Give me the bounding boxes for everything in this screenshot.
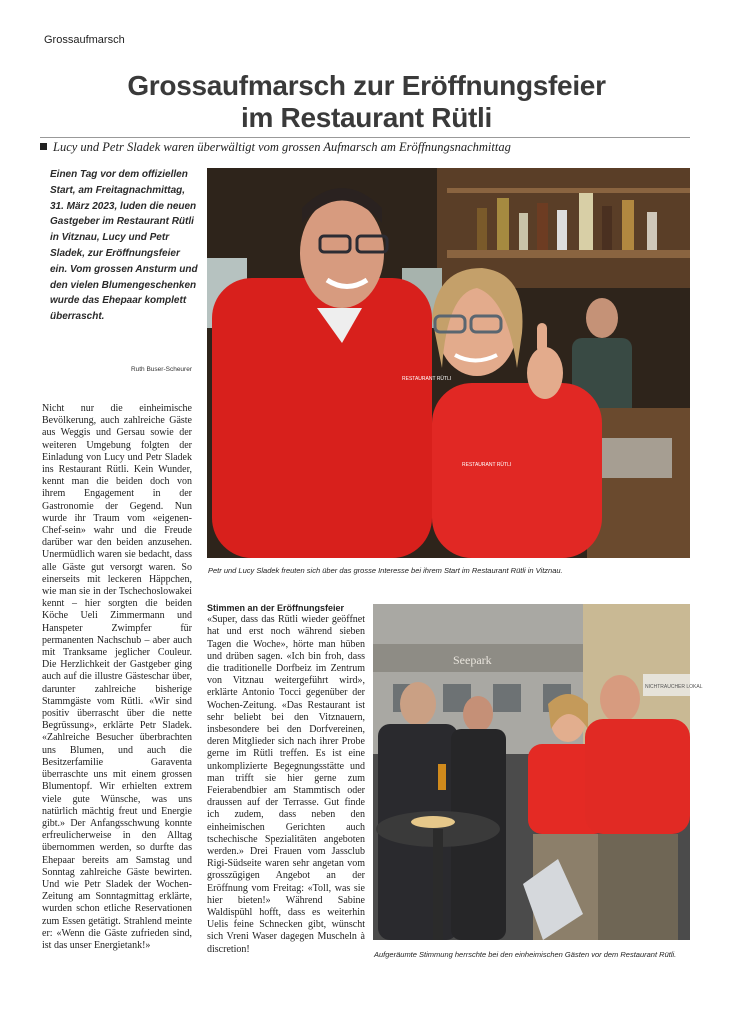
byline: Ruth Buser-Scheurer (130, 366, 192, 373)
headline (40, 70, 693, 134)
column-subhead: Stimmen an der Eröffnungsfeier (207, 603, 345, 613)
section-label: Grossaufmarsch (44, 34, 125, 46)
body-column-2 (207, 602, 365, 956)
headline-line2: im Restaurant Rütli (240, 102, 492, 133)
bullet-square-icon (40, 143, 47, 150)
lokal-sign: NICHTRAUCHER LOKAL (645, 684, 703, 690)
shirt-logo-woman: RESTAURANT RÜTLI (462, 462, 512, 468)
lead-paragraph: Einen Tag vor dem offiziellen Start, am Freitagnachmittag, 31. März 2023, luden die neuen Gastgeber im Restaurant Rütli in Vitznau, Lucy und Petr Sladek, zur Eröffnungsfeier ein. Vom grossen Ansturm und den vielen Blumengeschenken wurde das Ehepaar komplett überrascht. (50, 169, 198, 323)
photo-couple-illustration (207, 168, 690, 558)
photo-couple (207, 168, 690, 558)
body-column-2-text: «Super, dass das Rütli wieder geöffnet hat und erst noch während sieben Tagen die Woche», hörte man hüben und drüben sagen. «Ich bin froh, dass die traditionelle Dorfbeiz im Zentrum von Vitznau weitergeführt wird», erklärte Antonio Tocci gegenüber der Wochen-Zeitung. «Das Restaurant ist sehr beliebt bei den Vitznauern, insbesondere bei den Dorfvereinen, deren Mitglieder sich nach ihrer Probe gerne im Rütli treffen. Es ist eine unkomplizierte Begegnungsstätte und man trifft sie hier gerne zum Feierabendbier am Stammtisch oder draussen auf der Terrasse. Gut finde ich zudem, dass neben den einheimischen Gerichten auch tschechische Spezialitäten angeboten werden.» Drei Frauen vom Jassclub Rigi-Südseite waren sehr angetan vom grosszügigen Angebot an der Eröffnung vom Freitag: «Toll, was sie hier bieten!» Während Sabine Waldispühl hofft, dass es weiterhin Uelis feine Schnecken gibt, wünscht sich Vreni Waser dagegen Muscheln à discretion! (207, 614, 365, 955)
headline-rule (40, 137, 690, 138)
photo-couple-caption: Petr und Lucy Sladek freuten sich über das grosse Interesse bei ihrem Start im Restaurant Rütli in Vitznau. (208, 566, 563, 575)
photo-guests-illustration (373, 604, 703, 940)
body-column-1: Nicht nur die einheimische Bevölkerung, auch zahlreiche Gäste aus Weggis und Gersau sowie der weiteren Umgebung folgten der Einladung von Lucy und Petr Sladek ins Restaurant Rütli. Kein Wunder, kennt man die beiden doch von ihrem Engagement in der Gastronomie der Gegend. Nun wurde ihr Traum vom «eigenen-Chef-sein» wahr und die Freude darüber war den beiden anzusehen. Unermüdlich waren sie bedacht, dass alle Gäste gut versorgt waren. So einerseits mit leckeren Häppchen, wie man sie in der Tschechoslowakei kennt – hier sorgten die beiden Köche Ueli Zimmermann und Hanspeter Zwimpfer für permanenten Nachschub – aber auch mit Tranksame jeglicher Couleur. Die Herzlichkeit der Gastgeber ging auch auf die illustre Gästeschar über, darunter zahlreiche bisherige Stammgäste vom Rütli. «Wir sind positiv überrascht über die nette Begrüssung», erklärte Petr Sladek. «Zahlreiche Besucher überbrachten uns Blumen, und auch die Besitzerfamilie Garaventa überraschte uns mit einem grossen Blumentopf. Wir erhielten extrem viele gute Wünsche, was uns natürlich mächtig freut und Energie gibt.» Der Anfangsschwung konnte erfreulicherweise in den Alltag übernommen werden, so durfte das Ehepaar bereits am Samstag und Sonntag zahlreiche Gäste bewirten. Und wie Petr Sladek der Wochen-Zeitung am Sonntagmittag erklärte, wurden schon etliche Reservationen zum Essen getätigt. Strahlend meinte er: «Wenn die Gäste zufrieden sind, ist das unser Energietank!» (42, 403, 192, 951)
subline (40, 140, 700, 155)
shirt-logo-man: RESTAURANT RÜTLI (402, 376, 452, 382)
headline-line1: Grossaufmarsch zur Eröffnungsfeier (127, 70, 606, 101)
photo-guests (373, 604, 703, 940)
photo-guests-caption: Aufgeräumte Stimmung herrschte bei den einheimischen Gästen vor dem Restaurant Rütli. (374, 950, 677, 959)
subline-text: Lucy und Petr Sladek waren überwältigt vom grossen Aufmarsch am Eröffnungsnachmittag (53, 140, 511, 154)
building-sign: Seepark (453, 653, 492, 667)
